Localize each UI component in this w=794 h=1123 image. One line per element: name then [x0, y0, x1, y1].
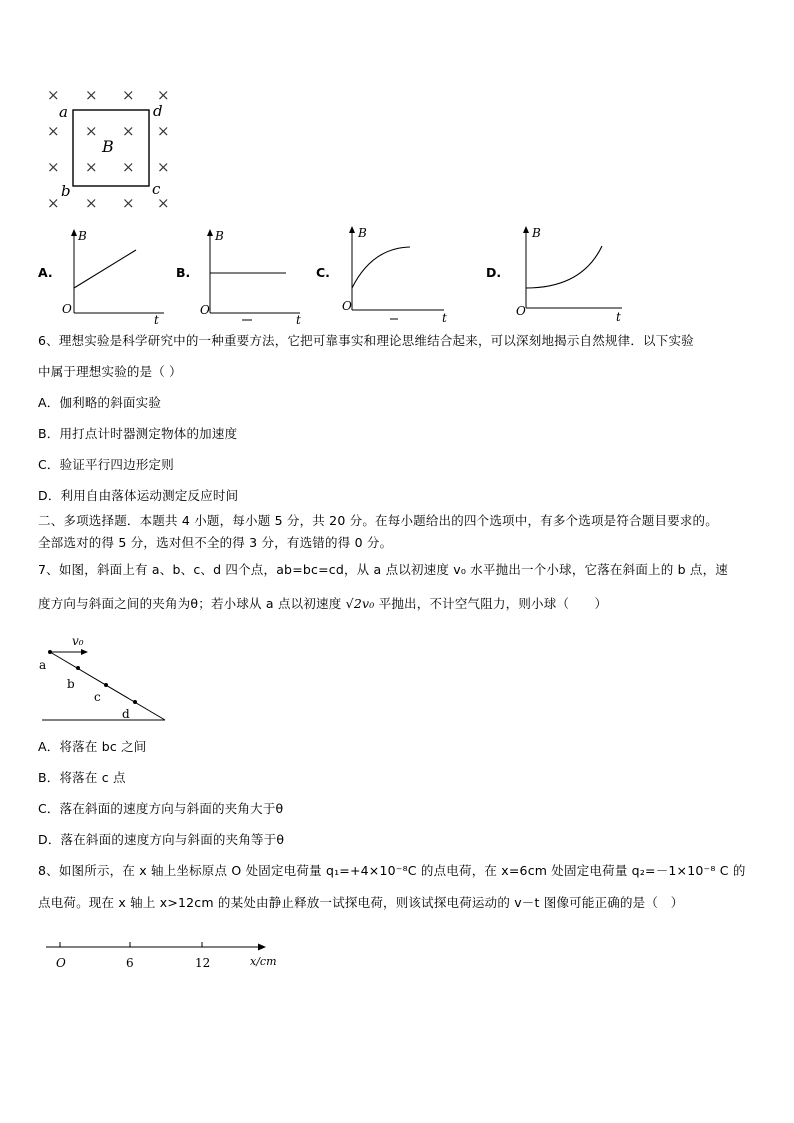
point-b: b: [67, 677, 75, 691]
q8-stem-line2: 点电荷。现在 x 轴上 x>12cm 的某处由静止释放一试探电荷，则该试探电荷运动的 v－t 图像可能正确的是（ ）: [38, 895, 684, 910]
svg-text:×: ×: [47, 194, 60, 212]
q6-option-b[interactable]: B．用打点计时器测定物体的加速度: [38, 426, 238, 441]
origin: O: [342, 299, 352, 313]
q7-stem-line2: [38, 596, 607, 612]
svg-text:×: ×: [122, 194, 135, 212]
option-letter: D.: [486, 265, 502, 280]
origin: O: [516, 304, 526, 318]
label-d: d: [153, 102, 163, 120]
graph-a: [60, 225, 170, 325]
incline-figure: [36, 632, 176, 724]
svg-text:×: ×: [122, 86, 135, 104]
point-c: c: [94, 690, 101, 704]
q7-stem-line2-part2: 平抛出，不计空气阻力，则小球（ ）: [378, 596, 608, 611]
label-a: a: [59, 103, 68, 121]
origin: O: [200, 303, 210, 317]
q7-stem-line1: 7、如图，斜面上有 a、b、c、d 四个点，ab=bc=cd，从 a 点以初速度 v₀ 水平抛出一个小球，它落在斜面上的 b 点，速: [38, 562, 729, 577]
xlabel: t: [442, 311, 447, 324]
section-2-line2: 全部选对的得 5 分，选对但不全的得 3 分，有选错的得 0 分。: [38, 535, 393, 550]
point-a: a: [39, 658, 47, 672]
svg-text:×: ×: [47, 122, 60, 140]
xlabel: t: [154, 313, 159, 325]
q7-option-c[interactable]: C．落在斜面的速度方向与斜面的夹角大于θ: [38, 801, 284, 816]
ylabel: B: [215, 229, 224, 243]
option-letter: C.: [316, 265, 330, 280]
svg-text:×: ×: [157, 122, 170, 140]
label-c: c: [152, 180, 161, 198]
svg-text:×: ×: [85, 86, 98, 104]
svg-text:×: ×: [157, 158, 170, 176]
ylabel: B: [532, 226, 541, 240]
svg-text:×: ×: [47, 86, 60, 104]
graph-b: [196, 225, 306, 325]
q6-option-c[interactable]: C．验证平行四边形定则: [38, 457, 174, 472]
svg-text:×: ×: [85, 122, 98, 140]
q7-option-b[interactable]: B．将落在 c 点: [38, 770, 126, 785]
x-axis-figure: [40, 935, 290, 975]
q7-stem-line2-part1: 度方向与斜面之间的夹角为θ；若小球从 a 点以初速度: [38, 596, 342, 611]
svg-text:×: ×: [122, 158, 135, 176]
q6-stem-line1: 6、理想实验是科学研究中的一种重要方法，它把可靠事实和理论思维结合起来，可以深刻地揭示自然规律．以下实验: [38, 333, 694, 348]
axis-tick-12: 12: [195, 956, 211, 970]
xlabel: t: [616, 310, 621, 324]
v0-label: v₀: [72, 634, 84, 648]
ylabel: B: [78, 229, 87, 243]
svg-text:×: ×: [157, 194, 170, 212]
graph-d: [512, 222, 632, 324]
q7-option-a[interactable]: A．将落在 bc 之间: [38, 739, 147, 754]
xlabel: t: [296, 313, 301, 325]
sqrt2-v0-expression: √2v₀: [345, 596, 375, 611]
option-letter: B.: [176, 265, 191, 280]
label-B-field: B: [102, 137, 114, 156]
q6-option-d[interactable]: D．利用自由落体运动测定反应时间: [38, 488, 239, 503]
q8-stem-line1: 8、如图所示，在 x 轴上坐标原点 O 处固定电荷量 q₁=+4×10⁻⁸C 的点电荷，在 x=6cm 处固定电荷量 q₂=－1×10⁻⁸ C 的: [38, 863, 746, 878]
q7-option-d[interactable]: D．落在斜面的速度方向与斜面的夹角等于θ: [38, 832, 285, 847]
svg-text:×: ×: [85, 158, 98, 176]
svg-text:×: ×: [85, 194, 98, 212]
q6-option-a[interactable]: A．伽利略的斜面实验: [38, 395, 162, 410]
svg-text:×: ×: [122, 122, 135, 140]
axis-tick-6: 6: [126, 956, 134, 970]
magnetic-field-figure: [40, 84, 180, 214]
svg-text:×: ×: [157, 86, 170, 104]
ylabel: B: [358, 226, 367, 240]
axis-unit: x/cm: [250, 955, 277, 968]
label-b: b: [61, 182, 71, 200]
section-2-line1: 二、多项选择题．本题共 4 小题，每小题 5 分，共 20 分。在每小题给出的四个选项中，有多个选项是符合题目要求的。: [38, 513, 718, 528]
origin: O: [62, 302, 72, 316]
graph-c: [338, 222, 453, 324]
option-letter: A.: [38, 265, 53, 280]
svg-text:×: ×: [47, 158, 60, 176]
axis-origin: O: [56, 956, 66, 970]
q6-stem-line2: 中属于理想实验的是（ ）: [38, 364, 182, 379]
point-d: d: [122, 707, 130, 721]
